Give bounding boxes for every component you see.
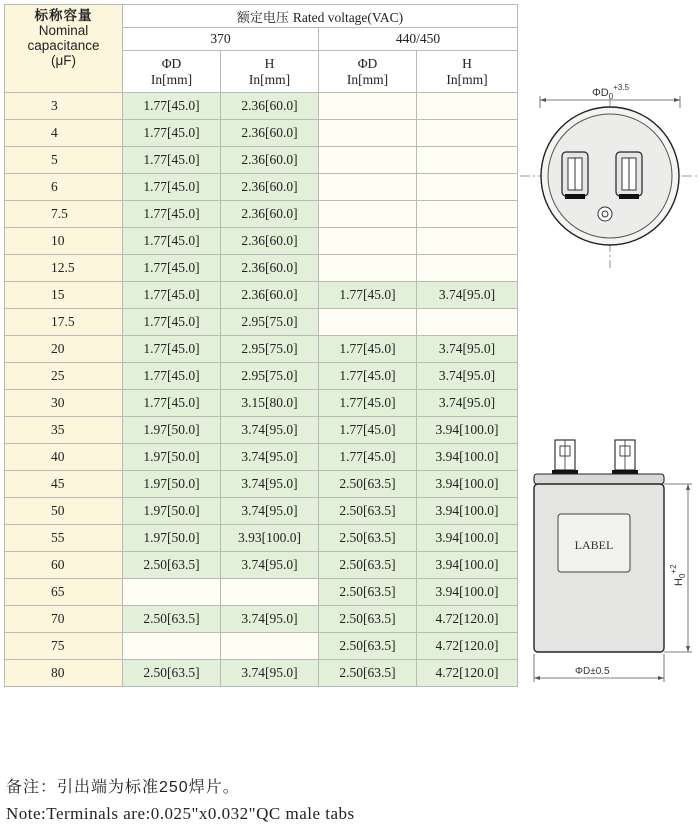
height-cell: [417, 93, 518, 120]
col-unit: In[mm]: [446, 71, 488, 87]
table-row: [5, 660, 518, 687]
col-h-label: H: [264, 55, 275, 71]
height-cell: 2.36[60.0]: [221, 120, 319, 147]
capacitance-cell: 30: [5, 390, 123, 417]
height-cell: 4.72[120.0]: [417, 606, 518, 633]
height-cell: 3.94[100.0]: [417, 552, 518, 579]
height-cell: 3.74[95.0]: [221, 660, 319, 687]
terminal-right-icon: [616, 152, 642, 199]
col-d-370-header: [123, 51, 221, 93]
spec-table: [4, 4, 518, 687]
table-row: [5, 444, 518, 471]
side-terminal-right-icon: [612, 440, 638, 474]
height-cell: 3.74[95.0]: [417, 390, 518, 417]
diameter-cell: [123, 579, 221, 606]
diameter-cell: [123, 633, 221, 660]
table-row: [5, 363, 518, 390]
height-cell: 3.74[95.0]: [417, 363, 518, 390]
table-row: [5, 174, 518, 201]
vent-plug-icon: [598, 207, 612, 221]
top-view-drawing: [520, 78, 700, 273]
table-row: [5, 579, 518, 606]
table-row: [5, 471, 518, 498]
diameter-cell: 1.77[45.0]: [123, 309, 221, 336]
diameter-cell: 2.50[63.5]: [319, 471, 417, 498]
diameter-cell: 1.77[45.0]: [123, 390, 221, 417]
diameter-cell: 2.50[63.5]: [319, 579, 417, 606]
col-unit: In[mm]: [346, 71, 389, 87]
height-cell: [417, 147, 518, 174]
diameter-cell: 2.50[63.5]: [319, 633, 417, 660]
capacitance-header-zh: 标称容量: [34, 8, 93, 23]
height-cell: 3.94[100.0]: [417, 417, 518, 444]
voltage-370-header: 370: [123, 28, 319, 51]
diameter-cell: 1.77[45.0]: [319, 282, 417, 309]
side-terminal-left-icon: [552, 440, 578, 474]
diameter-cell: 1.77[45.0]: [123, 282, 221, 309]
capacitance-cell: 4: [5, 120, 123, 147]
capacitance-header-unit: (μF): [50, 53, 77, 68]
table-row: [5, 228, 518, 255]
diameter-cell: 1.97[50.0]: [123, 444, 221, 471]
rated-voltage-header: [123, 5, 518, 28]
table-row: [5, 498, 518, 525]
height-cell: 3.74[95.0]: [417, 282, 518, 309]
diameter-cell: 2.50[63.5]: [319, 525, 417, 552]
diameter-cell: 2.50[63.5]: [123, 606, 221, 633]
height-cell: [417, 201, 518, 228]
diameter-cell: [319, 309, 417, 336]
top-view-dim-label: $\Phi D_0^{+3.5}$: [592, 83, 629, 101]
capacitance-cell: 50: [5, 498, 123, 525]
height-cell: 3.94[100.0]: [417, 444, 518, 471]
height-cell: 3.74[95.0]: [221, 471, 319, 498]
table-row: [5, 390, 518, 417]
table-row: [5, 606, 518, 633]
height-cell: 3.74[95.0]: [221, 552, 319, 579]
diameter-cell: [319, 93, 417, 120]
height-cell: [417, 309, 518, 336]
height-cell: 2.95[75.0]: [221, 309, 319, 336]
diameter-dim-label: ΦD±0.5: [575, 666, 610, 677]
capacitance-cell: 10: [5, 228, 123, 255]
diameter-cell: 1.77[45.0]: [319, 363, 417, 390]
capacitance-cell: 40: [5, 444, 123, 471]
table-row: [5, 120, 518, 147]
col-h-label: H: [462, 55, 472, 71]
diameter-cell: 2.50[63.5]: [319, 552, 417, 579]
diameter-cell: [319, 228, 417, 255]
capacitance-cell: 45: [5, 471, 123, 498]
capacitance-cell: 65: [5, 579, 123, 606]
diameter-cell: 1.77[45.0]: [123, 147, 221, 174]
capacitance-cell: 7.5: [5, 201, 123, 228]
height-cell: [417, 228, 518, 255]
capacitance-cell: 60: [5, 552, 123, 579]
diameter-cell: [319, 255, 417, 282]
capacitance-cell: 6: [5, 174, 123, 201]
table-row: [5, 93, 518, 120]
height-cell: 2.36[60.0]: [221, 93, 319, 120]
col-h-440-header: [417, 51, 518, 93]
height-cell: 3.94[100.0]: [417, 471, 518, 498]
diameter-cell: 1.97[50.0]: [123, 525, 221, 552]
height-cell: 3.93[100.0]: [221, 525, 319, 552]
height-cell: 2.36[60.0]: [221, 174, 319, 201]
height-cell: 3.74[95.0]: [221, 444, 319, 471]
height-cell: 2.95[75.0]: [221, 336, 319, 363]
table-row: [5, 147, 518, 174]
capacitance-header-en-1: Nominal: [38, 23, 89, 38]
table-row: [5, 282, 518, 309]
table-row: [5, 336, 518, 363]
capacitance-cell: 35: [5, 417, 123, 444]
diameter-cell: 2.50[63.5]: [123, 552, 221, 579]
height-cell: 3.94[100.0]: [417, 498, 518, 525]
diameter-cell: 1.77[45.0]: [319, 444, 417, 471]
height-cell: [221, 633, 319, 660]
table-row: [5, 552, 518, 579]
height-cell: 2.95[75.0]: [221, 363, 319, 390]
diameter-cell: 2.50[63.5]: [319, 660, 417, 687]
note-english: Note:Terminals are:0.025"x0.032"QC male tabs: [6, 804, 355, 823]
height-cell: 3.74[95.0]: [221, 606, 319, 633]
diameter-cell: 1.97[50.0]: [123, 471, 221, 498]
diameter-cell: 1.77[45.0]: [319, 336, 417, 363]
voltage-440-header: 440/450: [319, 28, 518, 51]
height-cell: [221, 579, 319, 606]
col-unit: In[mm]: [248, 71, 291, 87]
table-row: [5, 201, 518, 228]
height-cell: 2.36[60.0]: [221, 282, 319, 309]
diameter-cell: 1.77[45.0]: [123, 201, 221, 228]
capacitance-cell: 5: [5, 147, 123, 174]
height-cell: 3.94[100.0]: [417, 525, 518, 552]
capacitance-cell: 15: [5, 282, 123, 309]
diameter-cell: 2.50[63.5]: [319, 606, 417, 633]
height-cell: [417, 174, 518, 201]
height-cell: 3.94[100.0]: [417, 579, 518, 606]
diameter-cell: [319, 174, 417, 201]
diameter-cell: 1.77[45.0]: [123, 93, 221, 120]
side-view-drawing: [520, 436, 700, 696]
table-row: [5, 633, 518, 660]
col-unit: In[mm]: [150, 71, 193, 87]
capacitance-cell: 75: [5, 633, 123, 660]
height-cell: [417, 255, 518, 282]
rated-voltage-en: Rated voltage(VAC): [292, 9, 404, 25]
diameter-cell: [319, 147, 417, 174]
height-cell: 2.36[60.0]: [221, 147, 319, 174]
height-cell: 3.74[95.0]: [417, 336, 518, 363]
capacitance-cell: 12.5: [5, 255, 123, 282]
capacitance-cell: 70: [5, 606, 123, 633]
capacitance-header-en-2: capacitance: [27, 38, 100, 53]
height-cell: 2.36[60.0]: [221, 255, 319, 282]
diameter-cell: 1.77[45.0]: [319, 390, 417, 417]
col-h-370-header: [221, 51, 319, 93]
diameter-cell: 2.50[63.5]: [123, 660, 221, 687]
diameter-cell: 1.77[45.0]: [123, 336, 221, 363]
note-chinese: 备注：引出端为标准250焊片。: [6, 779, 240, 796]
capacitance-header: [5, 5, 123, 93]
diameter-cell: 1.97[50.0]: [123, 417, 221, 444]
height-cell: 3.74[95.0]: [221, 417, 319, 444]
terminal-left-icon: [562, 152, 588, 199]
capacitance-cell: 20: [5, 336, 123, 363]
col-d-label: ΦD: [357, 55, 378, 71]
table-row: [5, 255, 518, 282]
diameter-cell: 2.50[63.5]: [319, 498, 417, 525]
height-cell: 4.72[120.0]: [417, 660, 518, 687]
diameter-cell: 1.77[45.0]: [123, 120, 221, 147]
table-row: [5, 417, 518, 444]
table-row: [5, 309, 518, 336]
height-cell: 4.72[120.0]: [417, 633, 518, 660]
capacitance-cell: 3: [5, 93, 123, 120]
capacitance-cell: 25: [5, 363, 123, 390]
height-cell: 3.74[95.0]: [221, 498, 319, 525]
height-cell: 2.36[60.0]: [221, 228, 319, 255]
capacitance-cell: 80: [5, 660, 123, 687]
diameter-cell: [319, 201, 417, 228]
height-cell: 2.36[60.0]: [221, 201, 319, 228]
height-cell: [417, 120, 518, 147]
diameter-cell: 1.97[50.0]: [123, 498, 221, 525]
diameter-cell: 1.77[45.0]: [319, 417, 417, 444]
diameter-cell: 1.77[45.0]: [123, 228, 221, 255]
diameter-cell: 1.77[45.0]: [123, 174, 221, 201]
col-d-440-header: [319, 51, 417, 93]
diameter-cell: 1.77[45.0]: [123, 255, 221, 282]
label-text: LABEL: [574, 538, 614, 552]
diameter-cell: [319, 120, 417, 147]
height-cell: 3.15[80.0]: [221, 390, 319, 417]
table-row: [5, 525, 518, 552]
height-dim-label: $H_0^{+2}$: [669, 564, 687, 586]
diameter-cell: 1.77[45.0]: [123, 363, 221, 390]
rated-voltage-zh: 额定电压: [236, 9, 289, 25]
capacitance-cell: 17.5: [5, 309, 123, 336]
col-d-label: ΦD: [161, 55, 182, 71]
capacitance-cell: 55: [5, 525, 123, 552]
